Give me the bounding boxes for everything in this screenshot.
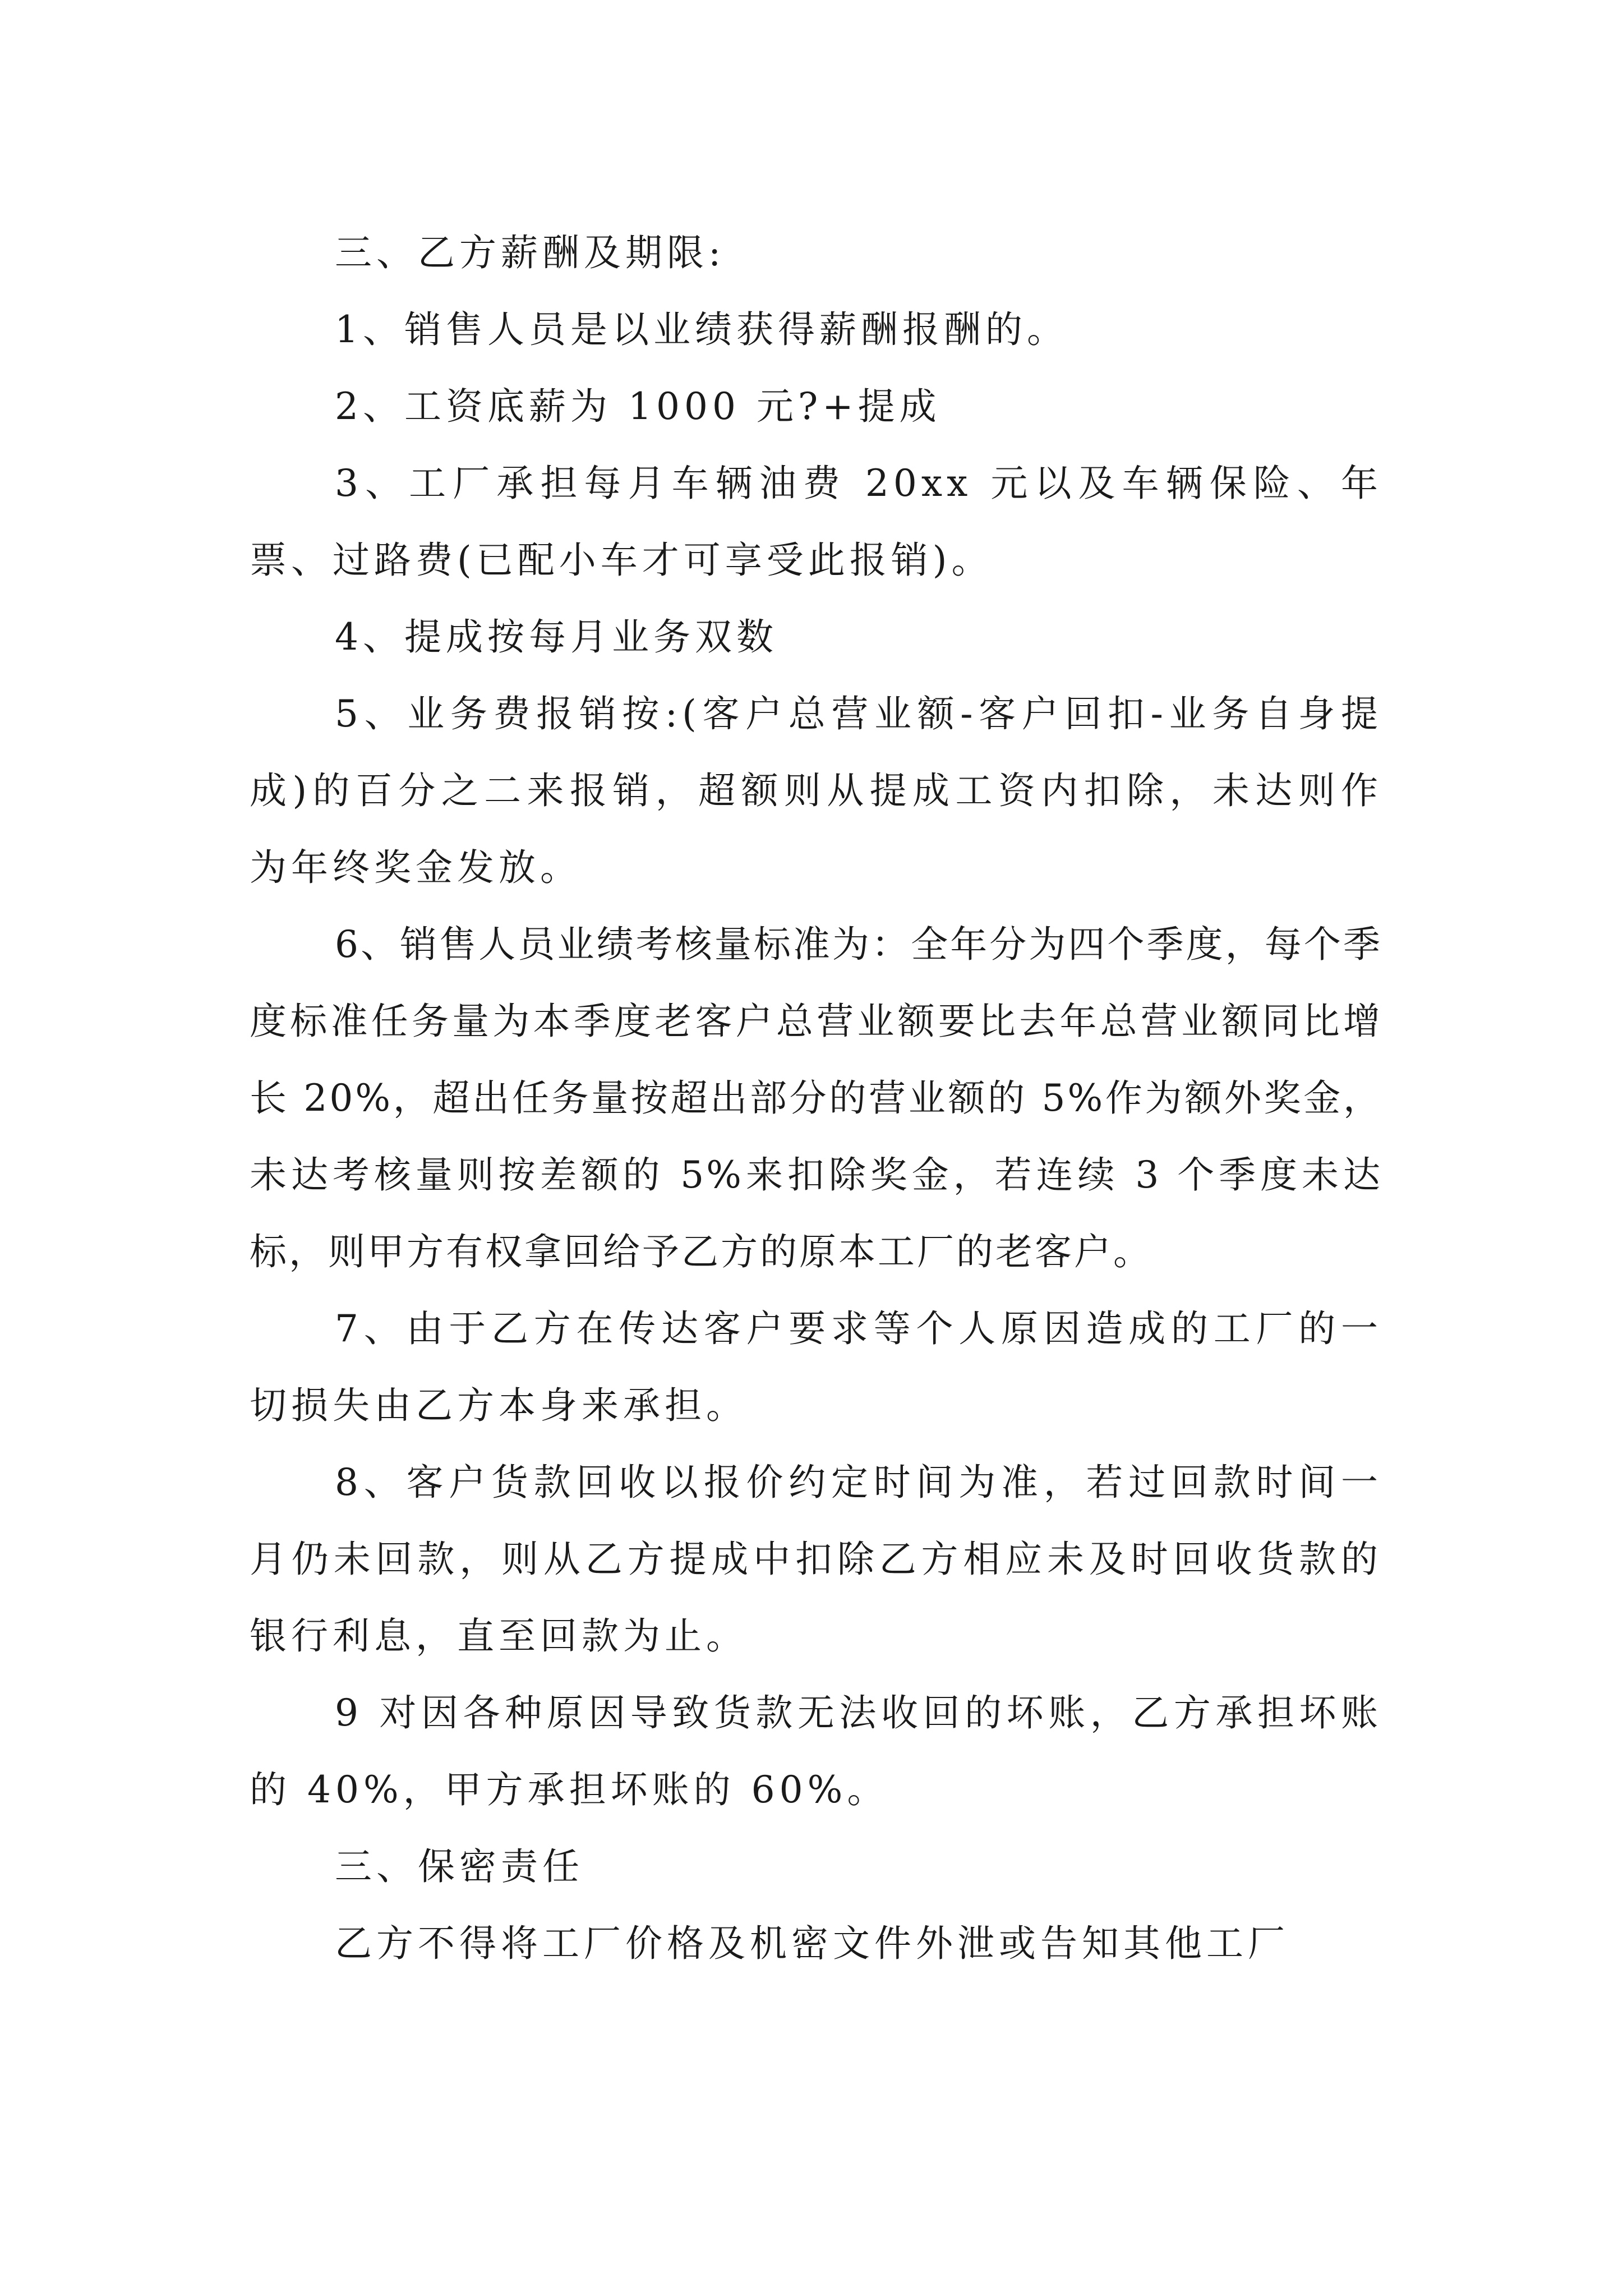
section-heading-salary: 三、乙方薪酬及期限: xyxy=(335,231,726,274)
clause-1: 1、销售人员是以业绩获得薪酬报酬的。 xyxy=(335,308,1068,351)
clause-5: 5、业务费报销按:(客户总营业额-客户回扣-业务自身提成)的百分之二来报销，超额则从提成工资内扣除，未达则作为年终奖金发放。 xyxy=(250,692,1382,889)
clause-6: 6、销售人员业绩考核量标准为：全年分为四个季度，每个季度标准任务量为本季度老客户总营业额要比去年总营业额同比增长 20%，超出任务量按超出部分的营业额的 5%作为额外奖金，未达考核量则按差额的 5%来扣除奖金，若连续 3 个季度未达标，则甲方有权拿回给予乙方的原本工厂的老客户。 xyxy=(250,923,1382,1273)
confidentiality-text: 乙方不得将工厂价格及机密文件外泄或告知其他工厂 xyxy=(335,1922,1289,1965)
clause-7: 7、由于乙方在传达客户要求等个人原因造成的工厂的一切损失由乙方本身来承担。 xyxy=(250,1307,1382,1427)
document-body xyxy=(250,214,1382,1982)
clause-2: 2、工资底薪为 1000 元?+提成 xyxy=(335,385,941,428)
clause-3: 3、工厂承担每月车辆油费 20xx 元以及车辆保险、年票、过路费(已配小车才可享受此报销)。 xyxy=(250,462,1382,582)
clause-4: 4、提成按每月业务双数 xyxy=(335,615,778,659)
clause-8: 8、客户货款回收以报价约定时间为准，若过回款时间一月仍未回款，则从乙方提成中扣除乙方相应未及时回收货款的银行利息，直至回款为止。 xyxy=(250,1461,1382,1658)
section-heading-confidentiality: 三、保密责任 xyxy=(335,1845,584,1888)
clause-9: 9 对因各种原因导致货款无法收回的坏账，乙方承担坏账的 40%，甲方承担坏账的 60%。 xyxy=(250,1691,1382,1811)
